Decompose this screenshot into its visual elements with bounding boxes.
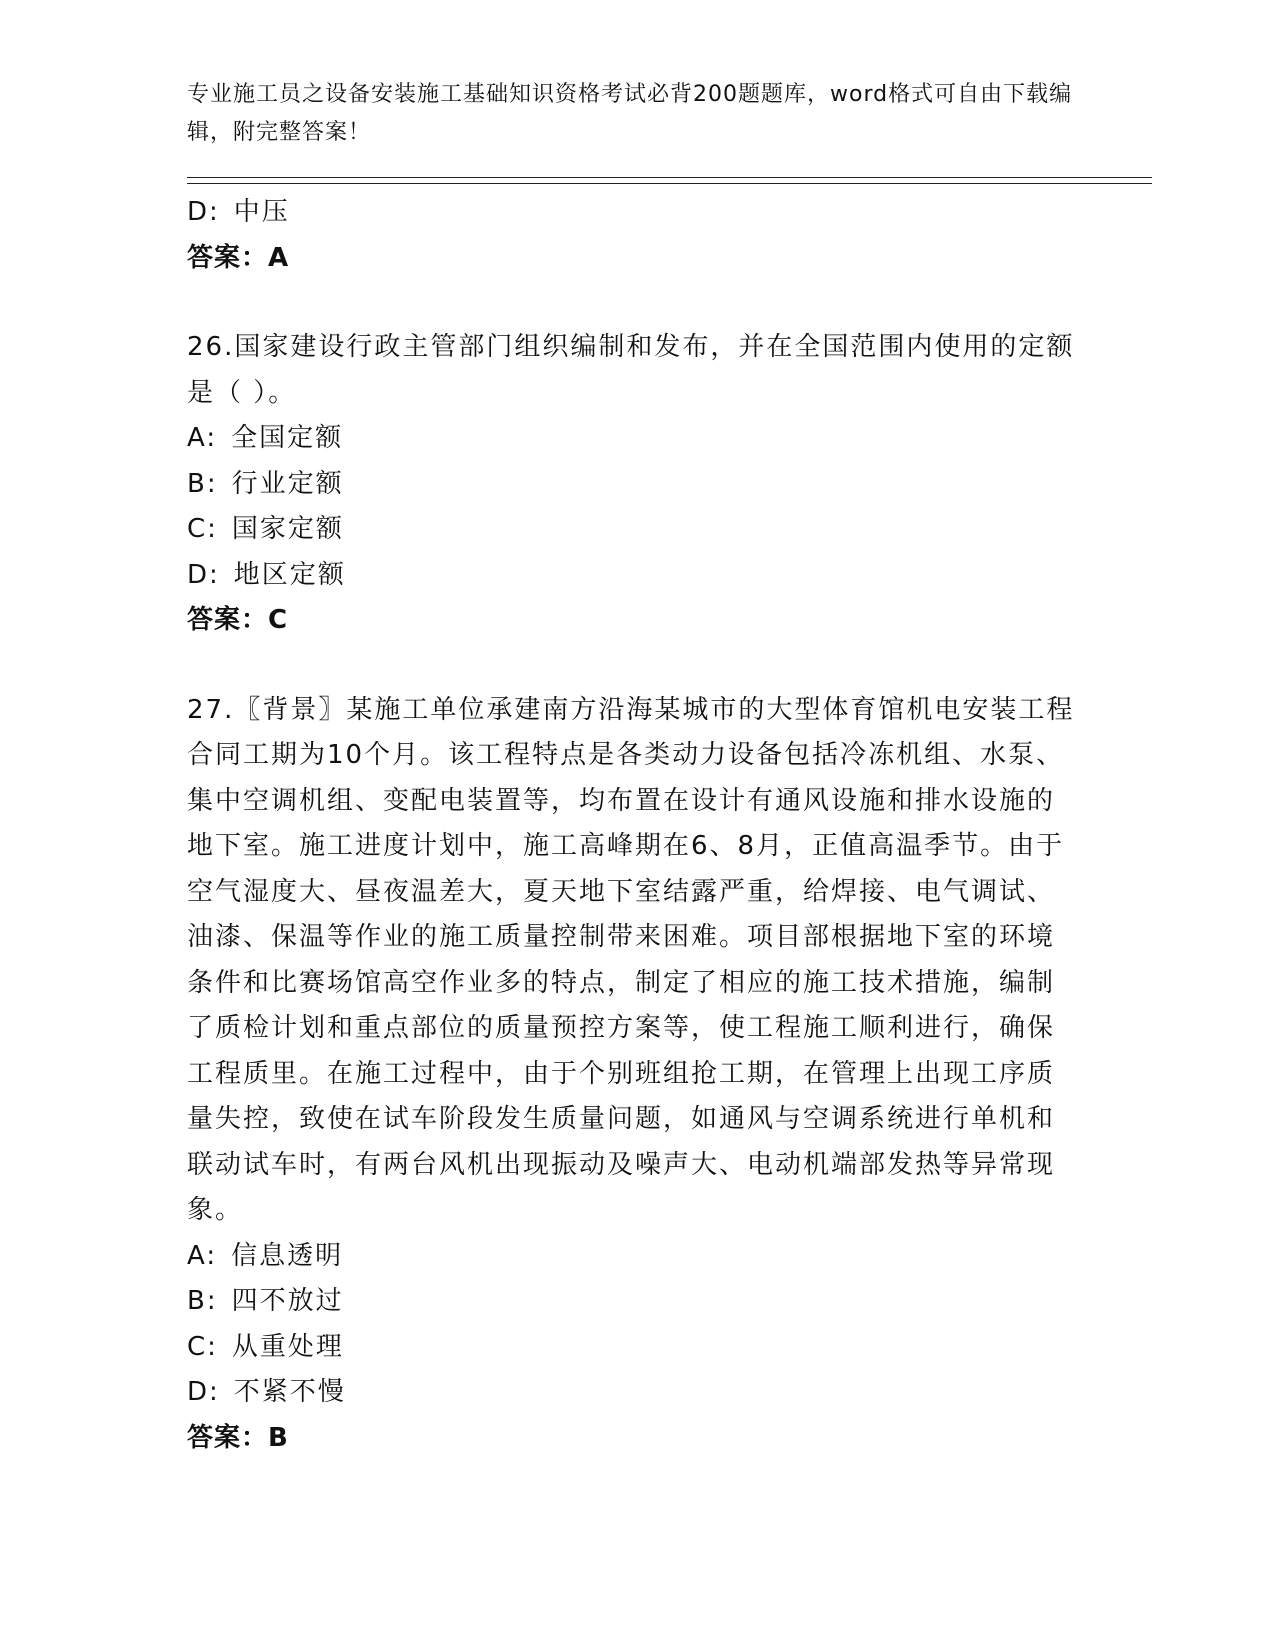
header-rule-top <box>187 177 1152 178</box>
answer-line: 答案：B <box>187 1422 289 1453</box>
option-text: 不紧不慢 <box>233 1377 346 1407</box>
option-row <box>187 1325 1087 1371</box>
question-text: 26.国家建设行政主管部门组织编制和发布，并在全国范围内使用的定额是（ ）。 <box>187 332 1075 408</box>
option-row <box>187 416 1087 462</box>
option-row <box>187 462 1087 508</box>
option-key: C: <box>187 514 218 544</box>
option-key: D: <box>187 197 220 227</box>
option-key: A: <box>187 423 218 453</box>
option-text: 四不放过 <box>231 1286 344 1316</box>
spacer <box>187 644 1087 688</box>
question-text: 27.〖背景〗某施工单位承建南方沿海某城市的大型体育馆机电安装工程合同工期为10个月。该工程特点是各类动力设备包括冷冻机组、水泵、集中空调机组、变配电装置等，均布置在设计有通风设施和排水设施的地下室。施工进度计划中，施工高峰期在6、8月，正值高温季节。由于空气湿度大、昼夜温差大，夏天地下室结露严重，给焊接、电气调试、油漆、保温等作业的施工质量控制带来困难。项目部根据地下室的环境条件和比赛场馆高空作业多的特点，制定了相应的施工技术措施，编制了质检计划和重点部位的质量预控方案等，使工程施工顺利进行，确保工程质里。在施工过程中，由于个别班组抢工期，在管理上出现工序质量失控，致使在试车阶段发生质量问题，如通风与空调系统进行单机和联动试车时，有两台风机出现振动及噪声大、电动机端部发热等异常现象。 <box>187 694 1075 1225</box>
option-text: 从重处理 <box>231 1331 344 1362</box>
option-text: 信息透明 <box>231 1240 344 1271</box>
spacer <box>187 281 1087 325</box>
header-rule-bottom <box>187 183 1152 184</box>
option-row <box>187 507 1087 553</box>
option-text: 中压 <box>233 197 290 227</box>
option-key: D: <box>187 559 220 590</box>
option-row <box>187 1279 1087 1325</box>
option-key: B: <box>187 468 218 499</box>
option-key: D: <box>187 1377 220 1407</box>
question-content <box>187 190 1087 1461</box>
option-text: 地区定额 <box>233 559 346 590</box>
option-text: 全国定额 <box>231 423 344 453</box>
option-row <box>187 553 1087 599</box>
answer-line: 答案：C <box>187 605 289 635</box>
answer-line: 答案：A <box>187 242 290 273</box>
option-text: 行业定额 <box>231 468 344 499</box>
document-header: 专业施工员之设备安装施工基础知识资格考试必背200题题库，word格式可自由下载编辑，附完整答案！ <box>187 82 1073 145</box>
option-key: B: <box>187 1286 218 1316</box>
option-text: 国家定额 <box>231 514 344 544</box>
option-row <box>187 190 1087 236</box>
option-row <box>187 1370 1087 1416</box>
option-row <box>187 1234 1087 1280</box>
option-key: A: <box>187 1240 218 1271</box>
option-key: C: <box>187 1331 218 1362</box>
